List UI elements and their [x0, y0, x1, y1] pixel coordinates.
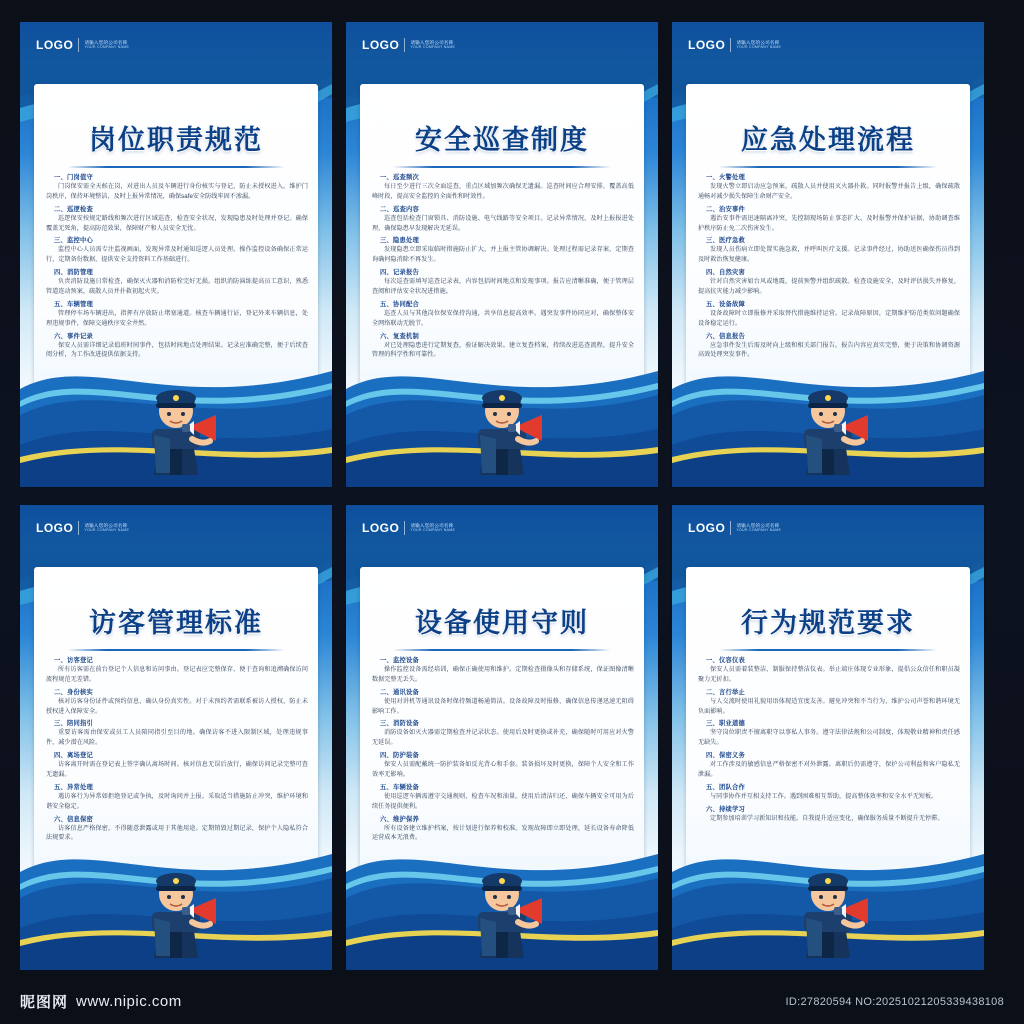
section	[372, 331, 634, 361]
section	[698, 267, 960, 297]
section-heading: 六、信息报告	[706, 332, 745, 340]
section-heading: 四、离场登记	[54, 752, 93, 760]
section-heading: 五、异常处理	[54, 783, 93, 791]
section-text: 与同事协作并互相支持工作。遇到困难相互帮助，提高整体效率和安全水平无短板。	[710, 792, 938, 800]
section	[46, 687, 308, 717]
section-text: 核对访客身份证件或预约信息，确认身份真实性。对于未预约者需联系被访人授权，防止未授权进入保障安全。	[46, 697, 308, 715]
section-text: 坚守岗位职责不擅离职守以事私人事务。遵守法律法规和公司制度，体现敬业精神和责任感无缺失。	[698, 729, 960, 747]
section	[372, 687, 634, 717]
poster-4[interactable]	[20, 505, 332, 970]
logo-divider	[730, 521, 731, 535]
section-text: 应急事件发生后需及时向上级和相关部门报告。报告内容应真实完整，便于决策和协调资源高效处理突发事件。	[698, 341, 960, 359]
poster-title: 设备使用守则	[415, 608, 589, 639]
section-heading: 一、巡查频次	[380, 174, 419, 181]
poster-title-wrap	[20, 601, 332, 651]
section-heading: 二、言行举止	[706, 688, 745, 696]
logo-company-cn: 请输入您的公司名称	[84, 522, 128, 528]
logo-mark: LOGO	[688, 38, 726, 52]
section-heading: 四、消防管理	[54, 269, 93, 277]
section-heading: 三、职业道德	[706, 720, 745, 728]
section	[46, 299, 308, 329]
section-text: 门岗保安需全天候在岗，对进出人员及车辆进行身份核实与登记，防止未授权进入。维护门岗秩序，保持环境整洁，及时上报异常情况，确保safe安全防线牢固不渗漏。	[46, 183, 308, 200]
section-heading: 三、医疗急救	[706, 237, 745, 245]
section-heading: 四、记录报告	[380, 269, 419, 277]
section	[698, 655, 960, 685]
poster-title: 行为规范要求	[741, 608, 915, 639]
logo-text	[736, 524, 781, 533]
section-text: 使用对讲机等通讯设备时保持频道畅通简洁。设备故障及时报修，确保信息传递迅速无阻碍影响工作。	[372, 697, 634, 715]
section-text: 对工作涉及的敏感信息严格保密不对外泄露。离职后仍需遵守，保护公司利益和客户隐私无泄漏。	[698, 761, 960, 779]
security-guard-mascot	[456, 377, 548, 481]
section-heading: 二、治安事件	[706, 205, 745, 213]
section-text: 巡逻保安按规定路线和频次进行区域巡查，检查安全状况，发现隐患及时处理并登记。确保覆盖无死角，提高防范效果，保障财产和人员安全无忧。	[46, 214, 308, 232]
logo-text	[410, 41, 455, 50]
section	[46, 750, 308, 780]
section	[46, 331, 308, 361]
section	[698, 804, 960, 824]
logo-text	[736, 41, 781, 50]
section-heading: 三、陪同指引	[54, 720, 93, 728]
section	[372, 204, 634, 234]
logo-mark: LOGO	[362, 521, 400, 535]
section-text: 访客信息严格保密，不得随意泄露或用于其他用途。定期销毁过期记录，保护个人隐私符合法规要求。	[46, 824, 308, 842]
logo-company-en: YOUR COMPANY NAME	[736, 527, 782, 532]
section-text: 负责消防设施日常检查，确保灭火器和消防栓完好无损。组织消防演练提高员工意识，熟悉管道连动预案，疏散人员并扑救初起火灾。	[46, 278, 308, 296]
logo[interactable]	[36, 38, 129, 52]
section-text: 针对自然灾害如台风或地震，提前预警并组织疏散。检查设施安全，及时评估损失并修复，提高抗灾能力减少影响。	[698, 278, 960, 296]
security-guard-mascot	[130, 860, 222, 964]
poster-3[interactable]	[672, 22, 984, 487]
section-heading: 一、仪容仪表	[706, 657, 745, 664]
section-text: 使用巡逻车辆需遵守交通规则，检查车况和油量。使用后清洁归还，确保车辆安全可用为后续任务提供便利。	[372, 792, 634, 810]
logo-company-cn: 请输入您的公司名称	[410, 522, 454, 528]
section-heading: 五、协同配合	[380, 300, 419, 308]
poster-title: 安全巡查制度	[415, 125, 589, 156]
poster-title: 访客管理标准	[89, 608, 263, 639]
section	[698, 235, 960, 265]
section-heading: 四、保密义务	[706, 752, 745, 760]
section-heading: 五、车辆设备	[380, 783, 419, 791]
section	[698, 204, 960, 234]
title-underline	[393, 649, 611, 651]
section-heading: 五、车辆管理	[54, 300, 93, 308]
poster-title-wrap	[672, 118, 984, 168]
poster-title-wrap	[346, 118, 658, 168]
logo[interactable]	[36, 521, 129, 535]
poster-6[interactable]	[672, 505, 984, 970]
section-heading: 一、门岗值守	[54, 174, 93, 181]
section-text: 发现火警立即启动应急预案，疏散人员并使用灭火器扑救。同时报警并报告上级，确保疏散通畅对减少损失保障生命财产安全。	[698, 183, 960, 200]
section-text: 发现隐患立即采取临时措施防止扩大，并上报主管协调解决。处理过程需记录存案，定期查询确何隐消除不再发生。	[372, 246, 634, 264]
section	[372, 655, 634, 685]
site-url: www.nipic.com	[76, 993, 182, 1010]
section-text: 每日至少进行三次全面巡查，重点区域加频次确保无遗漏。巡查时间应合理安排，覆盖高低峰时段，提高安全监控的全面性和时效性。	[372, 183, 634, 200]
logo-text	[84, 41, 129, 50]
poster-2[interactable]	[346, 22, 658, 487]
section-heading: 四、防护装备	[380, 752, 419, 760]
section-heading: 六、复查机制	[380, 332, 419, 340]
section	[698, 687, 960, 717]
logo-mark: LOGO	[362, 38, 400, 52]
logo-company-cn: 请输入您的公司名称	[736, 39, 780, 45]
section-text: 访客离开时需在登记表上签字确认离场时间。核对信息无误后放行，确保访问记录完整可查无遗漏。	[46, 761, 308, 779]
logo[interactable]	[688, 521, 781, 535]
section	[46, 267, 308, 297]
poster-title: 岗位职责规范	[89, 125, 263, 156]
logo-company-en: YOUR COMPANY NAME	[84, 527, 130, 532]
logo-company-cn: 请输入您的公司名称	[84, 39, 128, 45]
logo-text	[410, 524, 455, 533]
poster-grid	[20, 22, 1004, 972]
section-heading: 二、巡查内容	[380, 205, 419, 213]
section-heading: 五、团队合作	[706, 783, 745, 791]
section-text: 保安人员需配戴统一防护装备如反光背心和手套。装备损坏及时更换，保障个人安全和工作效率无影响。	[372, 761, 634, 779]
section	[46, 718, 308, 748]
logo[interactable]	[362, 521, 455, 535]
title-underline	[719, 649, 937, 651]
section	[698, 718, 960, 748]
section-text: 所有设备建立维护档案，按计划进行保养和校准。发现故障即立即处理，延长设备寿命降低运营成本无浪费。	[372, 824, 634, 842]
logo-divider	[404, 38, 405, 52]
section	[698, 331, 960, 361]
logo[interactable]	[688, 38, 781, 52]
logo-mark: LOGO	[688, 521, 726, 535]
security-guard-mascot	[782, 377, 874, 481]
section	[46, 172, 308, 202]
section-heading: 一、访客登记	[54, 657, 93, 664]
site-watermark[interactable]	[20, 991, 182, 1012]
logo-company-en: YOUR COMPANY NAME	[410, 527, 456, 532]
section-text: 定期参加培训学习新知识和技能。自我提升适应变化，确保服务质量不断提升无停滞。	[710, 814, 944, 822]
section-text: 发现人员伤病立即处置实施急救，并呼叫医疗支援。记录事件经过，协助送医确保伤员得到及时救治恢复健康。	[698, 246, 960, 264]
section-text: 管理停车场车辆进出，指挥有序放防止堵塞通道。核查车辆通行证，登记外来车辆信息，处理违规事件，保障交通秩序安全井然。	[46, 309, 308, 327]
section-heading: 五、设备故障	[706, 300, 745, 308]
security-guard-mascot	[782, 860, 874, 964]
section	[46, 235, 308, 265]
section-heading: 一、火警处理	[706, 174, 745, 181]
section	[698, 299, 960, 329]
section	[46, 655, 308, 685]
section-heading: 六、持续学习	[706, 805, 745, 813]
section-text: 遇访客行为异常如拒绝登记或争执，及时询问并上报。采取适当措施防止冲突，维护环境和谐安全稳定。	[46, 792, 308, 810]
section-heading: 二、通讯设备	[380, 688, 419, 696]
poster-title-wrap	[672, 601, 984, 651]
logo-divider	[730, 38, 731, 52]
asset-id-text: ID:27820594 NO:20251021205339438108	[785, 996, 1004, 1008]
section-text: 重要访客需由保安或员工人员陪同指引至目的地。确保访客不进入限制区域，处理违规事件，减少潜在风险。	[46, 729, 308, 747]
section	[46, 782, 308, 812]
poster-5[interactable]	[346, 505, 658, 970]
logo-divider	[78, 521, 79, 535]
section-text: 保安人员需详细记录值班时间事件，包括时间地点处理结果。记录应准确完整，便于后续查阅分析，为工作改进提供依据支持。	[46, 341, 308, 359]
section	[372, 235, 634, 265]
section-heading: 六、维护保养	[380, 815, 419, 823]
page-footer	[0, 974, 1024, 1024]
section-text: 监控中心人员需专注监视画面，发现异常及时通知巡逻人员处理。操作监控设备确保正常运行，定期备份数据，提供安全支持资料工作基础进行。	[46, 246, 308, 264]
section	[46, 814, 308, 844]
section	[372, 814, 634, 844]
section-text: 巡查包括检查门窗锁具、消防设施、电气线路等安全项目。记录异常情况，及时上报报进处理，确保隐患早发现解决无延误。	[372, 214, 634, 232]
title-underline	[719, 166, 937, 168]
section-heading: 一、监控设备	[380, 657, 419, 664]
section	[372, 782, 634, 812]
logo-company-en: YOUR COMPANY NAME	[736, 44, 782, 49]
section-text: 巡查人员与其他岗位保安保持沟通，共享信息提高效率。遇突发事件协同应对，确保整体安全网络联动无脱节。	[372, 309, 634, 327]
site-logo-text: 昵图网	[20, 994, 69, 1011]
section-text: 操作监控设备需经培训，确保正确使用和维护。定期检查摄像头和存储系统，保证图像清晰数据完整无丢失。	[372, 666, 634, 683]
section-text: 消防设备如灭火器需定期检查并记录状态。使用后及时更换或补充，确保随时可用应对火警无延误。	[372, 729, 634, 747]
section	[372, 299, 634, 329]
section	[372, 750, 634, 780]
poster-title: 应急处理流程	[741, 125, 915, 156]
section-text: 设备故障时立即报修并采取替代措施维持运营。记录故障原因，定期维护防范类似问题确保设备稳定运行。	[698, 309, 960, 327]
logo-divider	[404, 521, 405, 535]
poster-title-wrap	[20, 118, 332, 168]
logo-divider	[78, 38, 79, 52]
logo[interactable]	[362, 38, 455, 52]
section	[698, 782, 960, 802]
logo-company-cn: 请输入您的公司名称	[410, 39, 454, 45]
section	[698, 750, 960, 780]
logo-company-en: YOUR COMPANY NAME	[84, 44, 130, 49]
section	[46, 204, 308, 234]
logo-mark: LOGO	[36, 521, 74, 535]
security-guard-mascot	[456, 860, 548, 964]
section-text: 对已处理隐患进行定期复查，验证解决效果。建立复查档案，持续改进巡查流程，提升安全管理的科学性和可靠性。	[372, 341, 634, 359]
section	[372, 718, 634, 748]
logo-company-cn: 请输入您的公司名称	[736, 522, 780, 528]
section-heading: 三、隐患处理	[380, 237, 419, 245]
section-heading: 三、消防设备	[380, 720, 419, 728]
logo-company-en: YOUR COMPANY NAME	[410, 44, 456, 49]
title-underline	[393, 166, 611, 168]
section-heading: 二、巡逻检查	[54, 205, 93, 213]
title-underline	[67, 166, 285, 168]
section-heading: 二、身份核实	[54, 688, 93, 696]
poster-1[interactable]	[20, 22, 332, 487]
poster-title-wrap	[346, 601, 658, 651]
section-heading: 六、信息保密	[54, 815, 93, 823]
section-heading: 六、事件记录	[54, 332, 93, 340]
section	[698, 172, 960, 202]
section-heading: 三、监控中心	[54, 237, 93, 245]
security-guard-mascot	[130, 377, 222, 481]
section-text: 保安人员需着装整洁、制服保持整洁仪表。举止端庄体现专业形象，提倡公众信任和职员凝聚力无折扣。	[698, 666, 960, 683]
title-underline	[67, 649, 285, 651]
section	[372, 267, 634, 297]
logo-text	[84, 524, 129, 533]
logo-mark: LOGO	[36, 38, 74, 52]
section-heading: 四、自然灾害	[706, 269, 745, 277]
section	[372, 172, 634, 202]
section-text: 遇治安事件需迅速隔离冲突，先控制现场防止事态扩大。及时报警并保护证据，协助调查维护秩序防止免二次伤害发生。	[698, 214, 960, 232]
section-text: 所有访客需在前台登记个人信息和访问事由。登记表应完整保存，便于查询和追溯确保访问流程规范无差错。	[46, 666, 308, 683]
section-text: 每次巡查需填写巡查记录表，内容包括时间地点和发现事项。报告应清晰准确，便于管理层查阅和评估安全状况进措施。	[372, 278, 634, 296]
section-text: 与人交流时使用礼貌用语体现适宜度友善。避免冲突和不当行为，维护公司声誉和谐环境无负面影响。	[698, 697, 960, 715]
